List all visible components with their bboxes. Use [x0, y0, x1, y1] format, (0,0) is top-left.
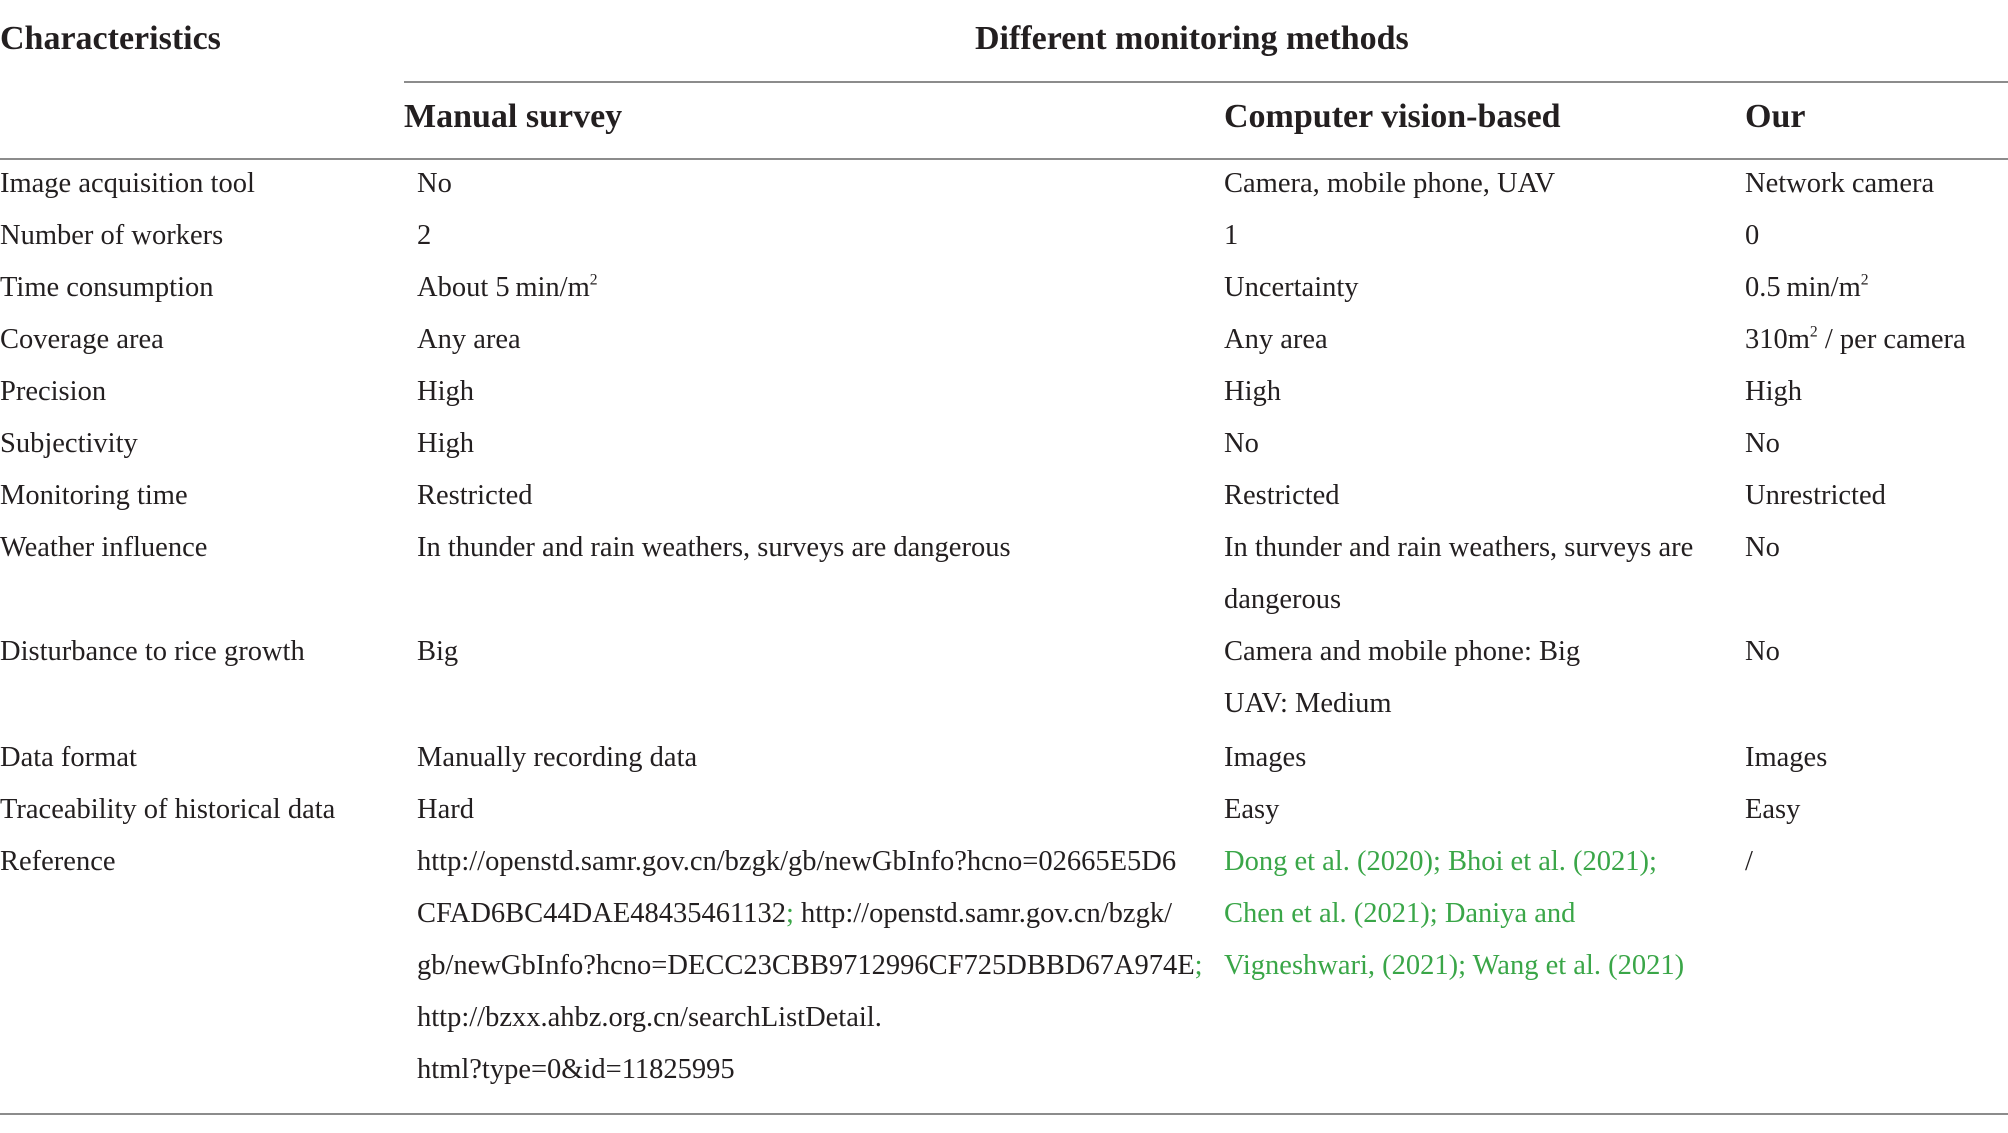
row-our: High — [1745, 376, 1802, 407]
row-characteristic: Data format — [0, 742, 137, 773]
superscript: 2 — [589, 271, 598, 289]
our-text: 310m — [1745, 324, 1810, 355]
row-characteristic: Traceability of historical data — [0, 794, 336, 825]
row-characteristic: Image acquisition tool — [0, 168, 255, 199]
row-our: / — [1745, 846, 1753, 877]
row-characteristic: Precision — [0, 376, 107, 407]
row-manual: Hard — [417, 794, 474, 825]
row-manual: High — [417, 376, 474, 407]
our-text-tail: / per camera — [1817, 324, 1966, 355]
row-manual: Manually recording data — [417, 742, 698, 773]
row-characteristic: Monitoring time — [0, 480, 188, 511]
header-computer-vision: Computer vision-based — [1224, 98, 1561, 135]
row-characteristic: Reference — [0, 846, 116, 877]
row-cv: Camera, mobile phone, UAV — [1224, 168, 1556, 199]
row-cv: 1 — [1224, 220, 1239, 251]
header-our: Our — [1745, 98, 1806, 135]
header-rule — [0, 158, 2008, 160]
citation-line[interactable]: Chen et al. (2021); Daniya and — [1224, 898, 1576, 929]
reference-link-line — [417, 888, 1172, 940]
reference-link-line[interactable]: http://bzxx.ahbz.org.cn/searchListDetail. — [417, 1002, 882, 1033]
row-cv: Easy — [1224, 794, 1280, 825]
table-bottom-rule — [0, 1113, 2008, 1115]
reference-link-line — [417, 940, 1203, 992]
superscript: 2 — [1809, 323, 1818, 341]
reference-link[interactable]: gb/newGbInfo?hcno=DECC23CBB9712996CF725DBBD67A974E — [417, 950, 1195, 981]
row-cv-line: UAV: Medium — [1224, 688, 1392, 719]
superscript: 2 — [1860, 271, 1869, 289]
header-manual-survey: Manual survey — [404, 98, 623, 135]
row-our — [1745, 262, 1869, 314]
row-characteristic: Number of workers — [0, 220, 224, 251]
row-cv: Any area — [1224, 324, 1328, 355]
row-our: Images — [1745, 742, 1828, 773]
row-characteristic: Coverage area — [0, 324, 164, 355]
row-cv: Images — [1224, 742, 1307, 773]
our-text: 0.5 min/m — [1745, 272, 1861, 303]
row-our: No — [1745, 532, 1780, 563]
row-manual: Big — [417, 636, 459, 667]
row-cv: Restricted — [1224, 480, 1340, 511]
manual-text: About 5 min/m — [417, 272, 590, 303]
row-cv-line: dangerous — [1224, 584, 1342, 615]
row-characteristic: Weather influence — [0, 532, 208, 563]
row-manual: 2 — [417, 220, 432, 251]
separator: ; — [1194, 950, 1203, 981]
row-manual: In thunder and rain weathers, surveys are dangerous — [417, 532, 1011, 563]
reference-link-line[interactable]: http://openstd.samr.gov.cn/bzgk/gb/newGbInfo?hcno=02665E5D6 — [417, 846, 1177, 877]
row-cv: No — [1224, 428, 1259, 459]
reference-link[interactable]: http://openstd.samr.gov.cn/bzgk/ — [801, 898, 1172, 929]
header-characteristics: Characteristics — [0, 20, 221, 57]
reference-link-line[interactable]: html?type=0&id=11825995 — [417, 1054, 735, 1085]
citation-line[interactable]: Dong et al. (2020); Bhoi et al. (2021); — [1224, 846, 1657, 877]
row-characteristic: Disturbance to rice growth — [0, 636, 305, 667]
row-our: No — [1745, 428, 1780, 459]
row-cv: High — [1224, 376, 1281, 407]
row-cv-line: Camera and mobile phone: Big — [1224, 636, 1581, 667]
row-manual: No — [417, 168, 452, 199]
row-cv: Uncertainty — [1224, 272, 1359, 303]
row-our: Unrestricted — [1745, 480, 1886, 511]
row-our: Network camera — [1745, 168, 1935, 199]
reference-link[interactable]: CFAD6BC44DAE48435461132 — [417, 898, 786, 929]
separator: ; — [785, 898, 801, 929]
row-manual: High — [417, 428, 474, 459]
row-characteristic: Subjectivity — [0, 428, 138, 459]
row-manual — [417, 262, 598, 314]
citation-line[interactable]: Vigneshwari, (2021); Wang et al. (2021) — [1224, 950, 1685, 981]
row-our — [1745, 314, 1966, 366]
row-our: 0 — [1745, 220, 1760, 251]
row-cv-line: In thunder and rain weathers, surveys are — [1224, 532, 1694, 563]
row-manual: Restricted — [417, 480, 533, 511]
header-group-rule — [404, 81, 2008, 83]
row-our: No — [1745, 636, 1780, 667]
row-our: Easy — [1745, 794, 1801, 825]
header-group-methods: Different monitoring methods — [975, 20, 1409, 57]
row-characteristic: Time consumption — [0, 272, 214, 303]
row-manual: Any area — [417, 324, 521, 355]
